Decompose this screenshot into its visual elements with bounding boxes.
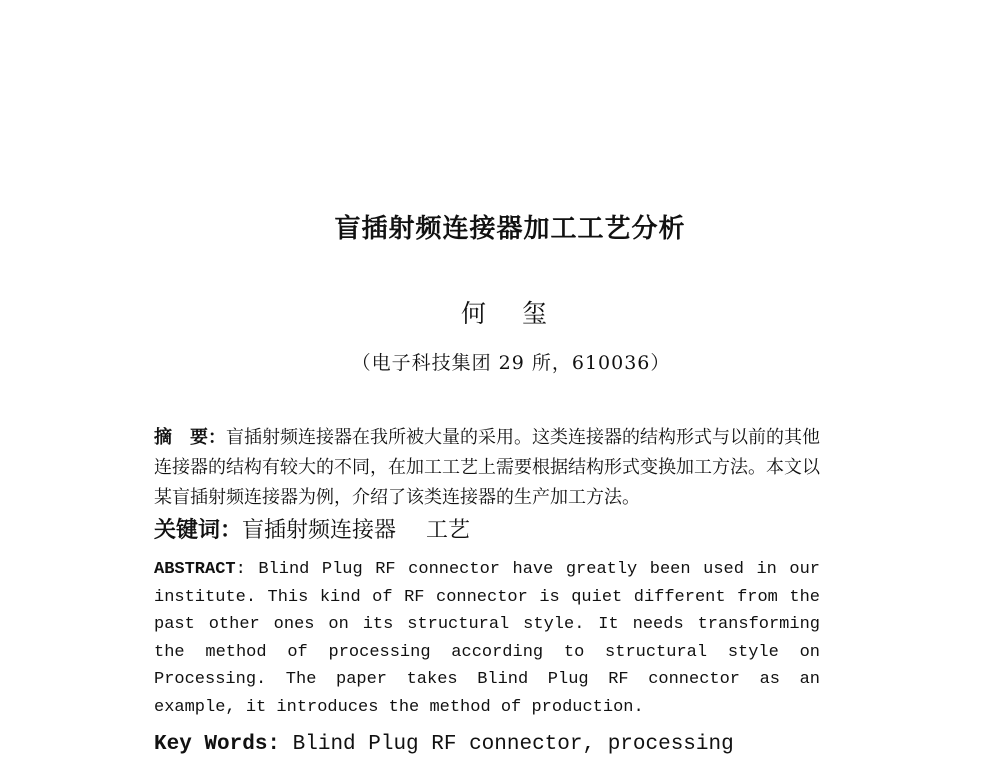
english-keywords-text: Blind Plug RF connector, processing [292,733,734,756]
chinese-abstract [154,423,820,513]
chinese-keyword-item: 盲插射频连接器 [242,518,397,543]
author-name: 何 玺 [461,299,561,328]
chinese-keywords [154,513,820,544]
author-affiliation: （电子科技集团 29 所，610036） [351,352,671,374]
english-keywords [154,733,834,756]
chinese-keyword-item: 工艺 [426,518,471,543]
chinese-keywords-label: 关键词： [154,518,243,543]
english-abstract-label: ABSTRACT [154,560,236,579]
chinese-abstract-label: 摘 要： [154,427,226,448]
english-keywords-label: Key Words: [154,733,281,756]
english-abstract-text: Blind Plug RF connector have greatly been used in our institute. This kind of RF connector is quiet different from the past other ones on its structural style. It needs transforming the method of processing according to structural style on Processing. The paper takes Blind Plug RF connector as an example, it introduces the method of production. [154,560,820,717]
english-abstract [154,556,820,721]
paper-title: 盲插射频连接器加工工艺分析 [334,214,686,244]
english-abstract-separator: : [235,560,259,579]
chinese-abstract-text: 盲插射频连接器在我所被大量的采用。这类连接器的结构形式与以前的其他连接器的结构有较大的不同，在加工工艺上需要根据结构形式变换加工方法。本文以某盲插射频连接器为例，介绍了该类连接器的生产加工方法。 [154,427,820,508]
